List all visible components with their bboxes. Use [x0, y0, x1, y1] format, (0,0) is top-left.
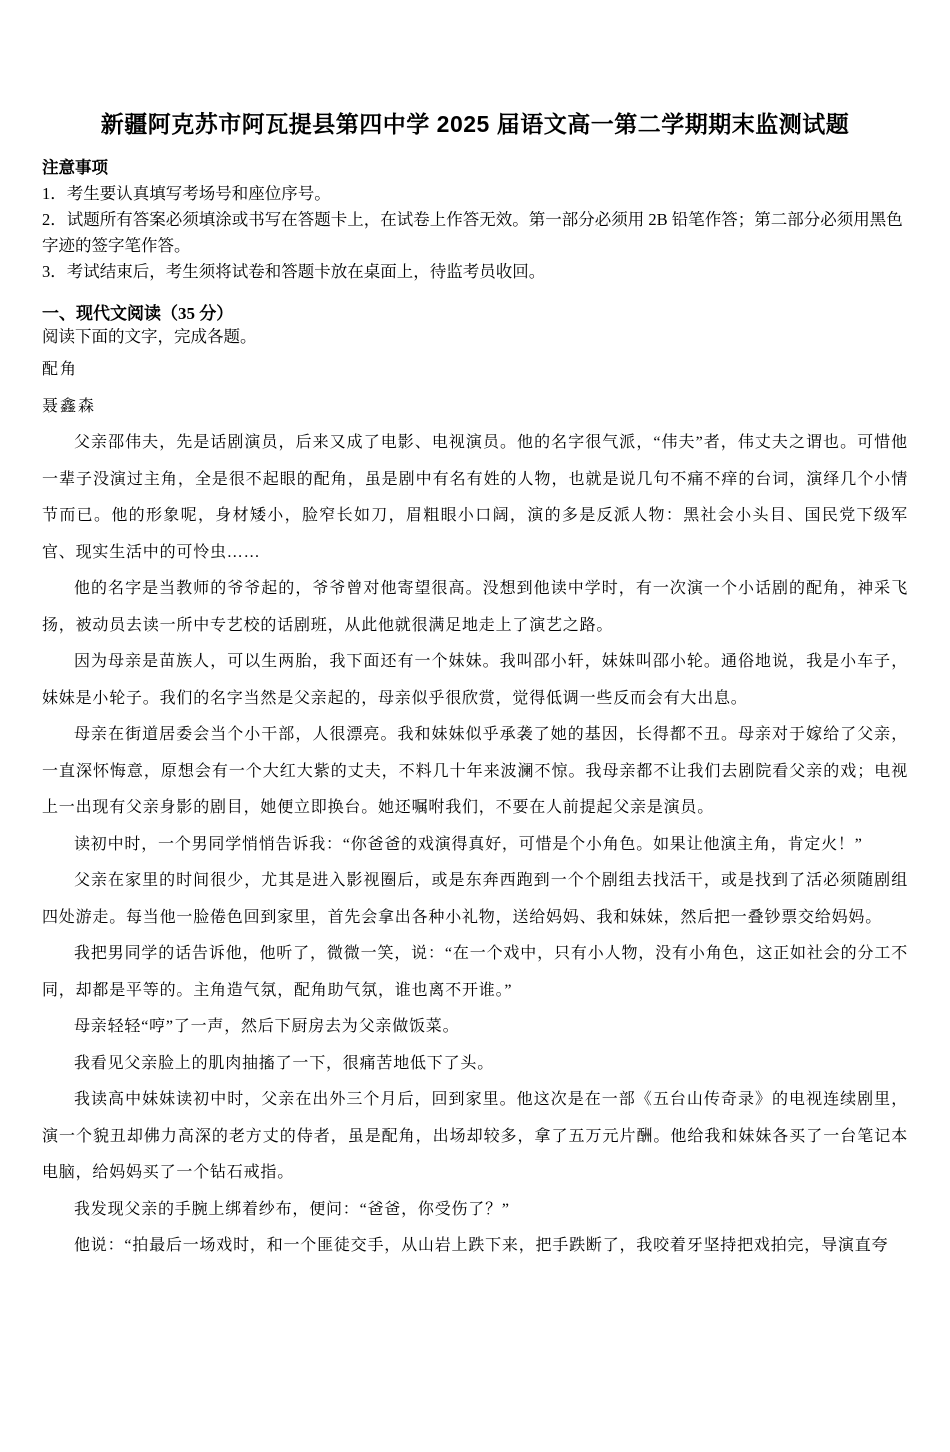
article-paragraph-4: 母亲在街道居委会当个小干部，人很漂亮。我和妹妹似乎承袭了她的基因，长得都不丑。母亲对于嫁给了父亲，一直深怀悔意，原想会有一个大红大紫的丈夫，不料几十年来波澜不惊。我母亲都不让我们去剧院看父亲的戏；电视上一出现有父亲身影的剧目，她便立即换台。她还嘱咐我们，不要在人前提起父亲是演员。 [42, 726, 908, 816]
article-paragraph-7: 我把男同学的话告诉他，他听了，微微一笑，说：“在一个戏中，只有小人物，没有小角色，这正如社会的分工不同，却都是平等的。主角造气氛，配角助气氛，谁也离不开谁。” [42, 945, 908, 999]
paper-title: 新疆阿克苏市阿瓦提县第四中学 2025 届语文高一第二学期期末监测试题 [100, 111, 850, 137]
article-paragraph-10: 我读高中妹妹读初中时，父亲在出外三个月后，回到家里。他这次是在一部《五台山传奇录》的电视连续剧里，演一个貌丑却佛力高深的老方丈的侍者，虽是配角，出场却较多，拿了五万元片酬。他给我和妹妹各买了一台笔记本电脑，给妈妈买了一个钻石戒指。 [42, 1091, 908, 1181]
article-paragraph-8: 母亲轻轻“哼”了一声，然后下厨房去为父亲做饭菜。 [74, 1018, 460, 1035]
article-paragraph-1: 父亲邵伟夫，先是话剧演员，后来又成了电影、电视演员。他的名字很气派，“伟夫”者，伟丈夫之谓也。可惜他一辈子没演过主角，全是很不起眼的配角，虽是剧中有名有姓的人物，也就是说几句不痛不痒的台词，演绎几个小情节而已。他的形象呢，身材矮小，脸窄长如刀，眉粗眼小口阔，演的多是反派人物：黑社会小头目、国民党下级军官、现实生活中的可怜虫…… [42, 434, 908, 561]
section-heading: 一、现代文阅读（35 分） [42, 304, 234, 323]
article-author: 聂鑫森 [42, 397, 97, 415]
article-title: 配角 [42, 361, 79, 378]
notice-section [42, 155, 908, 285]
exam-paper-page [0, 108, 950, 1452]
reading-section [42, 302, 908, 1265]
article-paragraph-5: 读初中时，一个男同学悄悄告诉我：“你爸爸的戏演得真好，可惜是个小角色。如果让他演主角，肯定火！” [74, 835, 863, 853]
article-paragraph-3: 因为母亲是苗族人，可以生两胎，我下面还有一个妹妹。我叫邵小轩，妹妹叫邵小轮。通俗地说，我是小车子，妹妹是小轮子。我们的名字当然是父亲起的，母亲似乎很欣赏，觉得低调一些反而会有大出息。 [42, 653, 908, 707]
reading-instruction: 阅读下面的文字，完成各题。 [42, 327, 257, 346]
article-paragraph-6: 父亲在家里的时间很少，尤其是进入影视圈后，或是东奔西跑到一个个剧组去找活干，或是找到了活必须随剧组四处游走。每当他一脸倦色回到家里，首先会拿出各种小礼物，送给妈妈、我和妹妹，然后把一叠钞票交给妈妈。 [42, 872, 908, 926]
article [42, 352, 908, 1265]
notice-item-1: 1．考生要认真填写考场号和座位序号。 [42, 184, 331, 203]
article-paragraph-12: 他说：“拍最后一场戏时，和一个匪徒交手，从山岩上跌下来，把手跌断了，我咬着牙坚持把戏拍完，导演直夸 [74, 1237, 889, 1254]
notice-item-3: 3．考试结束后，考生须将试卷和答题卡放在桌面上，待监考员收回。 [42, 262, 546, 281]
notice-heading: 注意事项 [42, 158, 108, 177]
article-paragraph-11: 我发现父亲的手腕上绑着纱布，便问：“爸爸，你受伤了？” [74, 1200, 510, 1218]
article-paragraph-9: 我看见父亲脸上的肌肉抽搐了一下，很痛苦地低下了头。 [74, 1054, 495, 1072]
notice-item-2: 2．试题所有答案必须填涂或书写在答题卡上，在试卷上作答无效。第一部分必须用 2B 铅笔作答；第二部分必须用黑色字迹的签字笔作答。 [42, 210, 903, 255]
article-paragraph-2: 他的名字是当教师的爷爷起的，爷爷曾对他寄望很高。没想到他读中学时，有一次演一个小话剧的配角，神采飞扬，被动员去读一所中专艺校的话剧班，从此他就很满足地走上了演艺之路。 [42, 580, 908, 634]
